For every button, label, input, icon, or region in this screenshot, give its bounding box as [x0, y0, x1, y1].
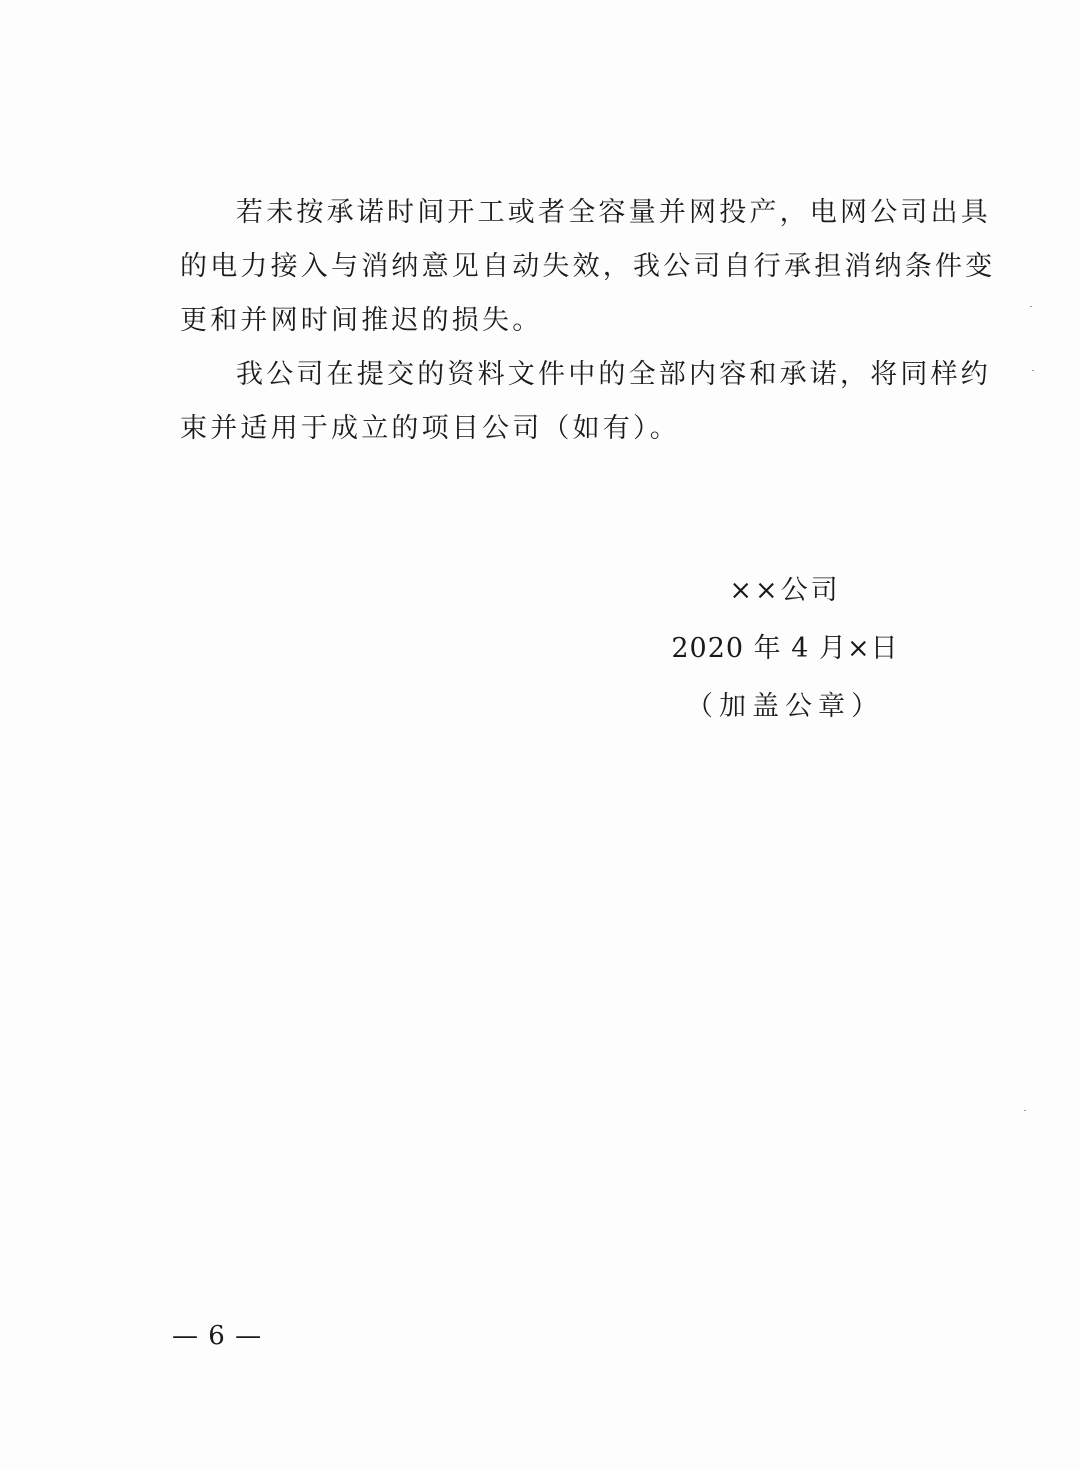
signature-block — [640, 562, 930, 736]
page-number: — 6 — — [172, 1321, 263, 1351]
scan-speck — [1024, 1110, 1026, 1111]
document-body — [180, 186, 996, 456]
paragraph-2-line-2: 束并适用于成立的项目公司（如有）。 — [180, 413, 680, 444]
scan-speck — [1032, 370, 1034, 371]
paragraph-1-line-1: 若未按承诺时间开工或者全容量并网投产，电网公司出具 — [236, 197, 991, 228]
seal-note: （加盖公章） — [686, 691, 884, 722]
paragraph-2-line-1: 我公司在提交的资料文件中的全部内容和承诺，将同样约 — [236, 359, 991, 390]
paragraph-1-line-2: 的电力接入与消纳意见自动失效，我公司自行承担消纳条件变 — [180, 251, 996, 282]
signature-date: 2020 年 4 月×日 — [671, 633, 899, 664]
paragraph-1-line-3: 更和并网时间推迟的损失。 — [180, 305, 543, 336]
scan-speck — [1030, 306, 1032, 307]
company-name: ××公司 — [729, 575, 841, 606]
